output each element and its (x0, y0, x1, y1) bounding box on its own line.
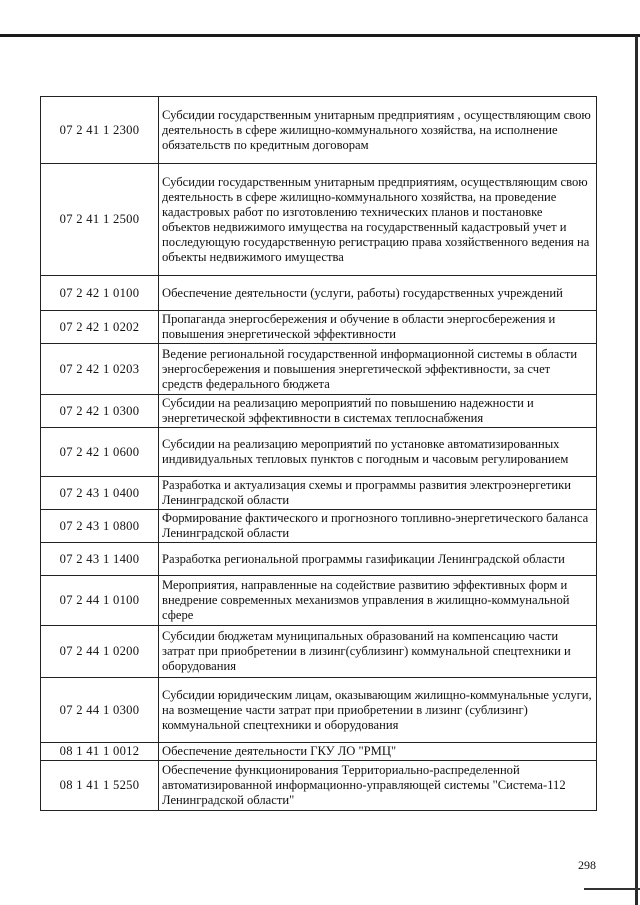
row-code: 07 2 44 1 0200 (41, 626, 159, 678)
table-row (41, 395, 597, 428)
table-row (41, 678, 597, 743)
row-description: Субсидии на реализацию мероприятий по повышению надежности и энергетической эффективности в системах теплоснабжения (159, 395, 597, 428)
row-code: 07 2 42 1 0202 (41, 311, 159, 344)
row-description: Обеспечение деятельности ГКУ ЛО "РМЦ" (159, 743, 597, 761)
table-row (41, 276, 597, 311)
table-row (41, 164, 597, 276)
table-row (41, 97, 597, 164)
row-code: 07 2 43 1 0800 (41, 510, 159, 543)
row-code: 07 2 42 1 0300 (41, 395, 159, 428)
row-description: Обеспечение деятельности (услуги, работы) государственных учреждений (159, 276, 597, 311)
row-code: 07 2 44 1 0300 (41, 678, 159, 743)
row-description: Разработка и актуализация схемы и программы развития электроэнергетики Ленинградской области (159, 477, 597, 510)
scan-border-top (0, 34, 640, 37)
row-description: Обеспечение функционирования Территориально-распределенной автоматизированной информационно-управляющей системы "Система-112 Ленинградской области" (159, 761, 597, 811)
row-description: Разработка региональной программы газификации Ленинградской области (159, 543, 597, 576)
table-row (41, 510, 597, 543)
table-row (41, 428, 597, 477)
row-code: 08 1 41 1 5250 (41, 761, 159, 811)
row-code: 07 2 43 1 0400 (41, 477, 159, 510)
table-row (41, 761, 597, 811)
row-description: Ведение региональной государственной информационной системы в области энергосбережения и повышения энергетической эффективности, за счет средств федерального бюджета (159, 344, 597, 395)
row-description: Мероприятия, направленные на содействие развитию эффективных форм и внедрение современных механизмов управления в жилищно-коммунальной сфере (159, 576, 597, 626)
row-code: 07 2 42 1 0600 (41, 428, 159, 477)
table-row (41, 477, 597, 510)
table-row (41, 576, 597, 626)
table-row (41, 543, 597, 576)
scan-mark-bottom (584, 888, 640, 890)
row-code: 08 1 41 1 0012 (41, 743, 159, 761)
row-code: 07 2 43 1 1400 (41, 543, 159, 576)
row-code: 07 2 41 1 2300 (41, 97, 159, 164)
row-description: Субсидии государственным унитарным предприятиям, осуществляющим свою деятельность в сфере жилищно-коммунального хозяйства, на проведение кадастровых работ по изготовлению технических планов и постановке объектов недвижимого имущества на государственный кадастровый учет и последующую государственную регистрацию права хозяйственного ведения на объекты недвижимого имущества (159, 164, 597, 276)
row-code: 07 2 41 1 2500 (41, 164, 159, 276)
table-row (41, 743, 597, 761)
page-number: 298 (578, 858, 596, 872)
row-description: Субсидии государственным унитарным предприятиям , осуществляющим свою деятельность в сфере жилищно-коммунального хозяйства, на исполнение обязательств по кредитным договорам (159, 97, 597, 164)
budget-classification-table (40, 96, 597, 811)
row-description: Пропаганда энергосбережения и обучение в области энергосбережения и повышения энергетической эффективности (159, 311, 597, 344)
table-row (41, 626, 597, 678)
table-row (41, 311, 597, 344)
row-description: Субсидии бюджетам муниципальных образований на компенсацию части затрат при приобретении в лизинг(сублизинг) коммунальной спецтехники и оборудования (159, 626, 597, 678)
row-description: Формирование фактического и прогнозного топливно-энергетического баланса Ленинградской области (159, 510, 597, 543)
row-description: Субсидии на реализацию мероприятий по установке автоматизированных индивидуальных тепловых пунктов с погодным и часовым регулированием (159, 428, 597, 477)
row-code: 07 2 42 1 0203 (41, 344, 159, 395)
table-row (41, 344, 597, 395)
row-description: Субсидии юридическим лицам, оказывающим жилищно-коммунальные услуги, на возмещение части затрат при приобретении в лизинг (сублизинг) коммунальной спецтехники и оборудования (159, 678, 597, 743)
scan-border-right (635, 36, 638, 905)
row-code: 07 2 44 1 0100 (41, 576, 159, 626)
row-code: 07 2 42 1 0100 (41, 276, 159, 311)
